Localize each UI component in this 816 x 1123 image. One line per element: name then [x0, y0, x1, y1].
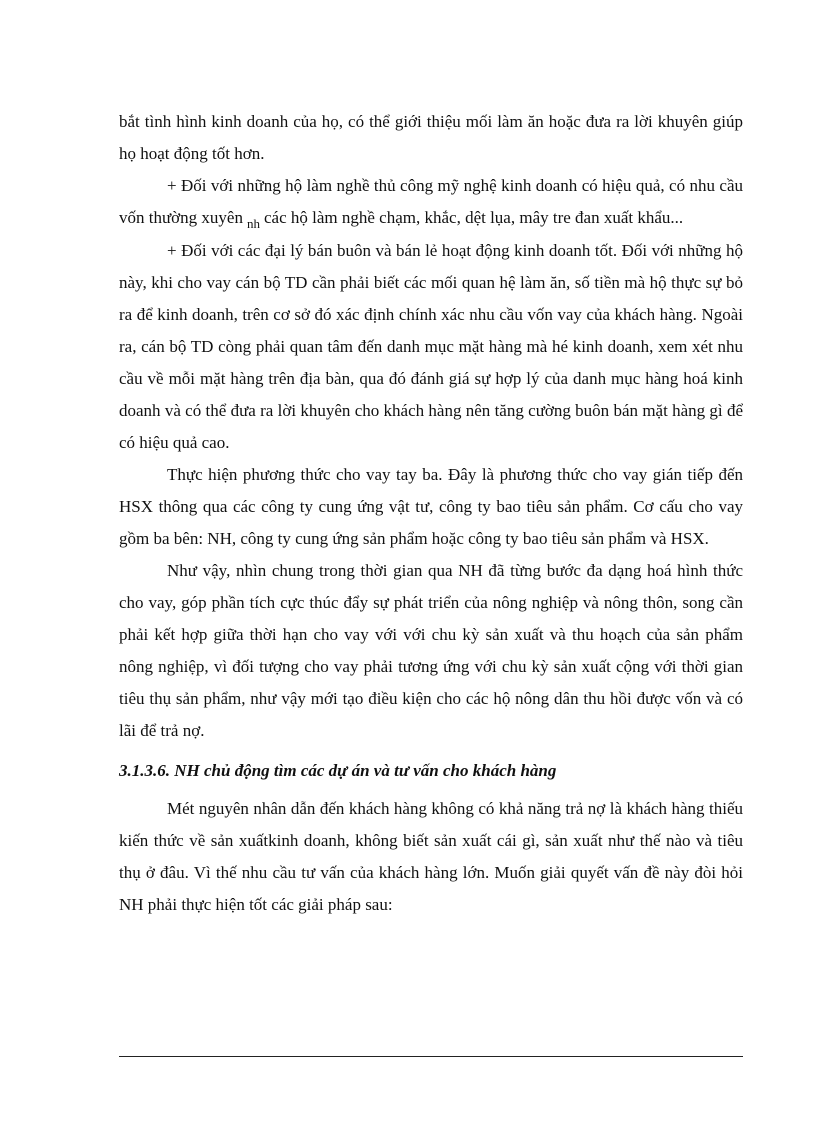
paragraph-5: Như vậy, nhìn chung trong thời gian qua NH đã từng bước đa dạng hoá hình thức cho vay, góp phần tích cực thúc đẩy sự phát triển của nông nghiệp và nông thôn, song cần phải kết hợp giữa thời hạn cho vay với với chu kỳ sản xuất và thu hoạch của sản phẩm nông nghiệp, vì đối tượng cho vay phải tương ứng với chu kỳ sản xuất cộng với thời gian tiêu thụ sản phẩm, như vậy mới tạo điều kiện cho các hộ nông dân thu hồi được vốn và có lãi để trả nợ. — [119, 561, 743, 740]
paragraph-4: Thực hiện phương thức cho vay tay ba. Đây là phương thức cho vay gián tiếp đến HSX thông qua các công ty cung ứng vật tư, công ty bao tiêu sản phẩm. Cơ cấu cho vay gồm ba bên: NH, công ty cung ứng sản phẩm hoặc công ty bao tiêu sản phẩm và HSX. — [119, 465, 743, 548]
document-page — [119, 106, 743, 921]
paragraph-6: Mét nguyên nhân dẫn đến khách hàng không có khả năng trả nợ là khách hàng thiếu kiến thức về sản xuấtkinh doanh, không biết sản xuất cái gì, sản xuất như thế nào và tiêu thụ ở đâu. Vì thế nhu cầu tư vấn của khách hàng lớn. Muốn giải quyết vấn đề này đòi hỏi NH phải thực hiện tốt các giải pháp sau: — [119, 799, 743, 914]
paragraph-3: + Đối với các đại lý bán buôn và bán lẻ hoạt động kinh doanh tốt. Đối với những hộ này, khi cho vay cán bộ TD cần phải biết các mối quan hệ làm ăn, số tiền mà hộ thực sự bỏ ra để kinh doanh, trên cơ sở đó xác định chính xác nhu cầu vốn vay của khách hàng. Ngoài ra, cán bộ TD còng phải quan tâm đến danh mục mặt hàng mà hé kinh doanh, xem xét nhu cầu về mỗi mặt hàng trên địa bàn, qua đó đánh giá sự hợp lý của danh mục hàng hoá kinh doanh và có thể đưa ra lời khuyên cho khách hàng nên tăng cường buôn bán mặt hàng gì để có hiệu quả cao. — [119, 241, 743, 452]
paragraph-1: bắt tình hình kinh doanh của họ, có thể giới thiệu mối làm ăn hoặc đưa ra lời khuyên giúp họ hoạt động tốt hơn. — [119, 112, 743, 163]
paragraph-2-inline-note: nh — [246, 216, 260, 231]
footer-divider — [119, 1056, 743, 1057]
paragraph-2-text-a: + Đối với những hộ làm nghề thủ công mỹ nghệ kinh doanh có hiệu quả, có nhu cầu vốn thường xuyên — [119, 176, 743, 227]
paragraph-2-text-b: các hộ làm nghề chạm, khắc, dệt lụa, mây tre đan xuất khẩu... — [263, 208, 684, 227]
section-heading: 3.1.3.6. NH chủ động tìm các dự án và tư vấn cho khách hàng — [119, 761, 557, 780]
paragraph-2 — [119, 170, 743, 235]
